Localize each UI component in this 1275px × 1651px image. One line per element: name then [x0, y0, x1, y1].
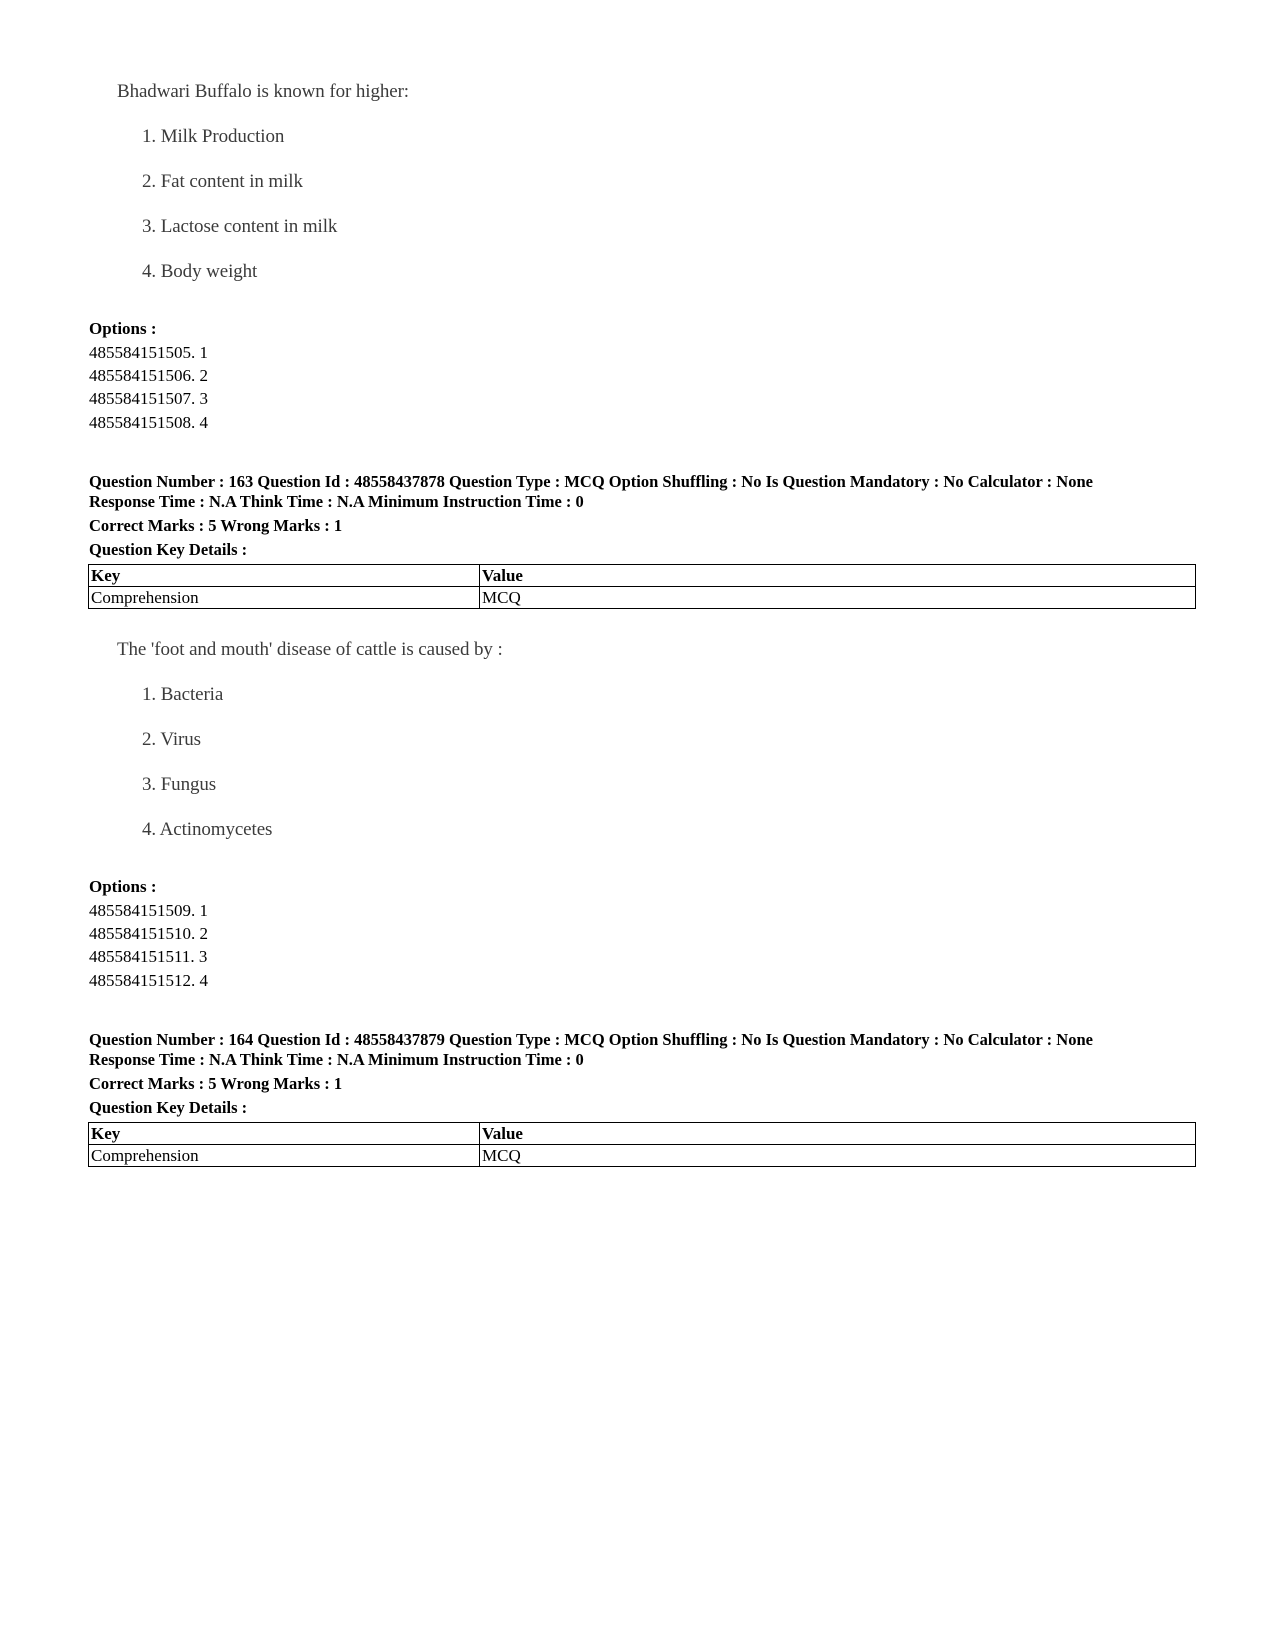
- table-cell-key: Comprehension: [89, 1145, 480, 1167]
- question-option-4: 4. Body weight: [142, 261, 258, 282]
- question-option-4: 4. Actinomycetes: [142, 819, 273, 840]
- question-key-details-label: Question Key Details :: [89, 540, 248, 559]
- question-key-table: [88, 1122, 1196, 1167]
- question-option-3: 3. Fungus: [142, 774, 217, 795]
- table-cell-value: MCQ: [480, 587, 1196, 609]
- options-label: Options :: [89, 319, 157, 338]
- question-option-1: 1. Bacteria: [142, 684, 224, 705]
- option-id-line: 485584151509. 1: [89, 901, 208, 920]
- question-marks-line: Correct Marks : 5 Wrong Marks : 1: [89, 1074, 343, 1093]
- option-id-line: 485584151508. 4: [89, 413, 208, 432]
- question-meta-line: Question Number : 164 Question Id : 48558437879 Question Type : MCQ Option Shuffling : No Is Question Mandatory : No Calculator : None: [89, 1030, 1093, 1049]
- question-key-details-label: Question Key Details :: [89, 1098, 248, 1117]
- question-marks-line: Correct Marks : 5 Wrong Marks : 1: [89, 516, 343, 535]
- table-header-key: Key: [89, 565, 480, 587]
- table-row: [89, 1145, 1196, 1167]
- table-header-value: Value: [480, 565, 1196, 587]
- table-row: [89, 587, 1196, 609]
- question-option-3: 3. Lactose content in milk: [142, 216, 338, 237]
- question-meta-line: Question Number : 163 Question Id : 48558437878 Question Type : MCQ Option Shuffling : No Is Question Mandatory : No Calculator : None: [89, 472, 1093, 491]
- question-key-table: [88, 564, 1196, 609]
- question-option-1: 1. Milk Production: [142, 126, 285, 147]
- option-id-line: 485584151506. 2: [89, 366, 208, 385]
- table-header-row: [89, 1123, 1196, 1145]
- option-id-line: 485584151511. 3: [89, 947, 208, 966]
- option-id-line: 485584151505. 1: [89, 343, 208, 362]
- option-id-line: 485584151512. 4: [89, 971, 208, 990]
- question-image-foot-and-mouth: [100, 639, 520, 841]
- question-stem: The 'foot and mouth' disease of cattle is caused by :: [117, 639, 503, 660]
- table-header-key: Key: [89, 1123, 480, 1145]
- question-option-2: 2. Fat content in milk: [142, 171, 303, 192]
- question-stem: Bhadwari Buffalo is known for higher:: [117, 81, 409, 102]
- table-header-row: [89, 565, 1196, 587]
- table-header-value: Value: [480, 1123, 1196, 1145]
- table-cell-key: Comprehension: [89, 587, 480, 609]
- table-cell-value: MCQ: [480, 1145, 1196, 1167]
- option-id-line: 485584151510. 2: [89, 924, 208, 943]
- question-timing-line: Response Time : N.A Think Time : N.A Minimum Instruction Time : 0: [89, 492, 584, 511]
- question-timing-line: Response Time : N.A Think Time : N.A Minimum Instruction Time : 0: [89, 1050, 584, 1069]
- question-option-2: 2. Virus: [142, 729, 201, 750]
- question-image-bhadwari-buffalo: [100, 81, 520, 283]
- option-id-line: 485584151507. 3: [89, 389, 208, 408]
- options-label: Options :: [89, 877, 157, 896]
